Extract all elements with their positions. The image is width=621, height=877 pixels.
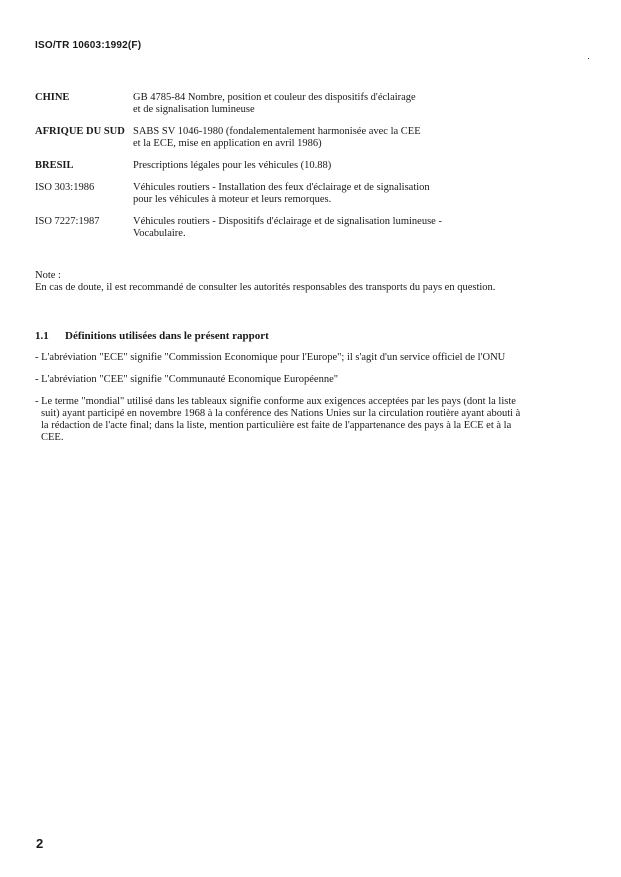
reference-line: Vocabulaire. xyxy=(133,228,186,239)
note-label: Note : xyxy=(35,270,61,281)
reference-key: ISO 7227:1987 xyxy=(35,216,100,227)
definitions-section xyxy=(35,330,525,454)
note-text: En cas de doute, il est recommandé de consulter les autorités responsables des transports du pays en question. xyxy=(35,282,496,293)
section-number: 1.1 xyxy=(35,330,49,342)
reference-value xyxy=(133,216,535,240)
section-title: Définitions utilisées dans le présent rapport xyxy=(65,330,269,342)
reference-row xyxy=(35,92,535,116)
reference-line: Prescriptions légales pour les véhicules (10.88) xyxy=(133,160,332,171)
reference-value xyxy=(133,182,535,206)
reference-row xyxy=(35,160,535,172)
reference-line: Véhicules routiers - Dispositifs d'éclairage et de signalisation lumineuse - xyxy=(133,216,442,227)
reference-value xyxy=(133,126,535,150)
reference-key: BRESIL xyxy=(35,160,74,171)
note-block xyxy=(35,270,525,294)
reference-line: Véhicules routiers - Installation des feux d'éclairage et de signalisation xyxy=(133,182,430,193)
section-heading xyxy=(35,330,525,342)
reference-row xyxy=(35,126,535,150)
reference-list xyxy=(35,92,535,250)
reference-row xyxy=(35,182,535,206)
reference-line: et la ECE, mise en application en avril 1986) xyxy=(133,138,322,149)
reference-line: SABS SV 1046-1980 (fondalementalement harmonisée avec la CEE xyxy=(133,126,421,137)
reference-line: et de signalisation lumineuse xyxy=(133,104,255,115)
document-reference: ISO/TR 10603:1992(F) xyxy=(35,40,142,51)
definition-item: - L'abréviation "ECE" signifie "Commission Economique pour l'Europe"; il s'agit d'un service officiel de l'ONU xyxy=(35,352,506,363)
scan-speck xyxy=(588,58,589,59)
definition-item: - Le terme "mondial" utilisé dans les tableaux signifie conforme aux exigences acceptées par les pays (dont la liste suit) ayant participé en novembre 1968 à la conférence des Nations Unies sur la circulation routière ayant abouti à la rédaction de l'acte final; dans la liste, mention particulière est faite de l'appartenance des pays à la ECE et à la CEE. xyxy=(35,396,521,443)
reference-key: CHINE xyxy=(35,92,70,103)
reference-key: AFRIQUE DU SUD xyxy=(35,126,125,137)
reference-line: pour les véhicules à moteur et leurs remorques. xyxy=(133,194,332,205)
reference-row xyxy=(35,216,535,240)
reference-value xyxy=(133,92,535,116)
page-number: 2 xyxy=(36,836,44,851)
reference-value xyxy=(133,160,535,172)
definition-item: - L'abréviation "CEE" signifie "Communauté Economique Européenne" xyxy=(35,374,339,385)
reference-key: ISO 303:1986 xyxy=(35,182,95,193)
reference-line: GB 4785-84 Nombre, position et couleur des dispositifs d'éclairage xyxy=(133,92,416,103)
